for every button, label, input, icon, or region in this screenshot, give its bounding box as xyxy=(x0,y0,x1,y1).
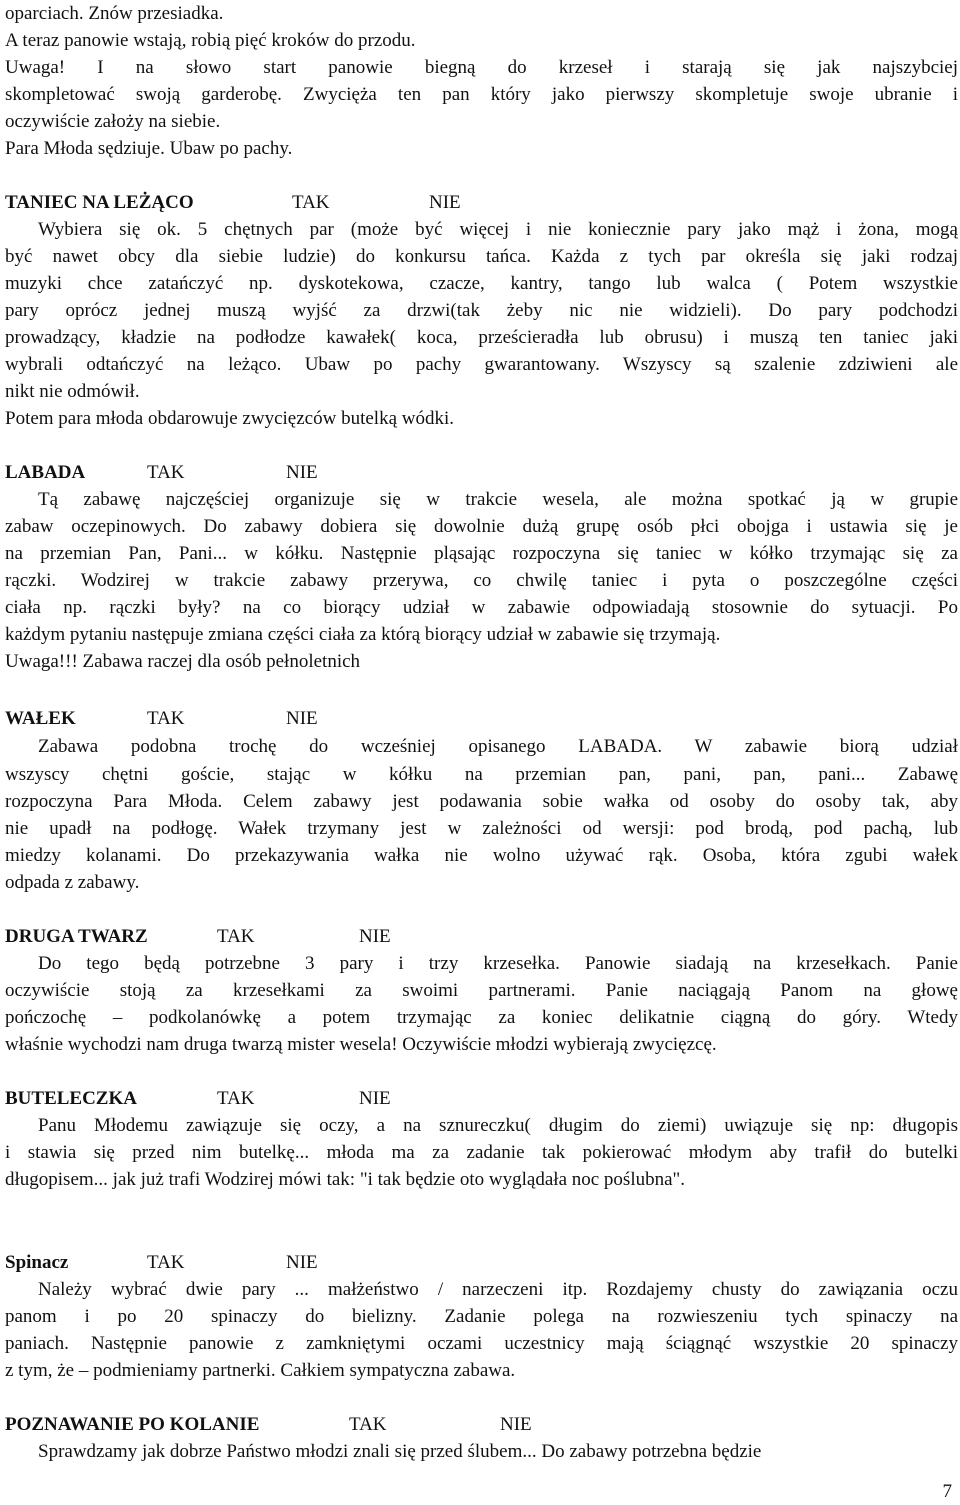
text-line: miedzy kolanami. Do przekazywania wałka nie wolno używać rąk. Osoba, która zgubi wałek xyxy=(5,845,958,866)
text-line: Zabawa podobna trochę do wcześniej opisanego LABADA. W zabawie biorą udział xyxy=(38,736,958,757)
text-line: długopisem... jak już trafi Wodzirej mówi tak: "i tak będzie oto wyglądała noc poślubna". xyxy=(5,1169,686,1190)
section-heading xyxy=(5,1411,605,1438)
text-line: rozpoczyna Para Młoda. Celem zabawy jest podawania sobie wałka od osoby do osoby tak, aby xyxy=(5,791,958,812)
text-line: muzyki chce zatańczyć np. dyskotekowa, czacze, kantry, tango lub walca ( Potem wszystkie xyxy=(5,273,958,294)
text-line: Do tego będą potrzebne 3 pary i trzy krzesełka. Panowie siadają na krzesełkach. Panie xyxy=(38,953,958,974)
text-line: A teraz panowie wstają, robią pięć kroków do przodu. xyxy=(5,30,416,51)
heading-tak: TAK xyxy=(147,462,185,483)
section-heading xyxy=(5,705,605,732)
heading-tak: TAK xyxy=(349,1414,387,1435)
text-line: wybrali odtańczyć na leżąco. Ubaw po pachy gwarantowany. Wszyscy są szalenie zdziwieni ale xyxy=(5,354,958,375)
text-line: odpada z zabawy. xyxy=(5,872,140,893)
heading-tak: TAK xyxy=(217,1088,255,1109)
text-line: Potem para młoda obdarowuje zwycięzców butelką wódki. xyxy=(5,408,454,429)
text-line: paniach. Następnie panowie z zamkniętymi oczami uczestnicy mają ściągnąć wszystkie 20 spinaczy xyxy=(5,1333,958,1354)
text-line: oczywiście założy na siebie. xyxy=(5,111,221,132)
text-line: z tym, że – podmieniamy partnerki. Całkiem sympatyczna zabawa. xyxy=(5,1360,516,1381)
heading-title: LABADA xyxy=(5,462,86,483)
text-line: wszyscy chętni goście, stając w kółku na przemian pan, pani, pan, pani... Zabawę xyxy=(5,764,958,785)
text-line: każdym pytaniu następuje zmiana części ciała za którą biorący udział w zabawie się trzymają. xyxy=(5,624,721,645)
heading-nie: NIE xyxy=(359,926,391,947)
heading-title: BUTELECZKA xyxy=(5,1088,137,1109)
text-line: Uwaga!!! Zabawa raczej dla osób pełnoletnich xyxy=(5,651,361,672)
text-line: oparciach. Znów przesiadka. xyxy=(5,3,224,24)
section-heading xyxy=(5,189,605,216)
heading-title: Spinacz xyxy=(5,1252,69,1273)
heading-nie: NIE xyxy=(429,192,461,213)
text-line: rączki. Wodzirej w trakcie zabawy przerywa, co chwilę taniec i pyta o poszczególne części xyxy=(5,570,958,591)
text-line: być nawet obcy dla siebie ludzie) do konkursu tańca. Każda z tych par określa się jaki rodzaj xyxy=(5,246,958,267)
heading-tak: TAK xyxy=(292,192,330,213)
section-heading xyxy=(5,923,605,950)
text-line: Tą zabawę najczęściej organizuje się w trakcie wesela, ale można spotkać ją w grupie xyxy=(38,489,958,510)
text-line: zabaw oczepinowych. Do zabawy dobiera się dowolnie dużą grupę osób płci obojga i ustawia się je xyxy=(5,516,958,537)
text-line: pary oprócz jednej muszą wyjść za drzwi(tak żeby nic nie widzieli). Do pary podchodzi xyxy=(5,300,958,321)
heading-title: TANIEC NA LEŻĄCO xyxy=(5,192,194,213)
text-line: Panu Młodemu zawiązuje się oczy, a na sznureczku( długim do ziemi) uwiązuje się np: długopis xyxy=(38,1115,958,1136)
heading-tak: TAK xyxy=(147,1252,185,1273)
text-line: skompletować swoją garderobę. Zwycięża ten pan który jako pierwszy skompletuje swoje ubranie i xyxy=(5,84,958,105)
text-line: pończochę – podkolanówkę a potem trzymając za koniec delikatnie ciągną do góry. Wtedy xyxy=(5,1007,958,1028)
text-line: Uwaga! I na słowo start panowie biegną do krzeseł i starają się jak najszybciej xyxy=(5,57,958,78)
text-line: Sprawdzamy jak dobrze Państwo młodzi znali się przed ślubem... Do zabawy potrzebna będzie xyxy=(38,1441,762,1462)
heading-title: POZNAWANIE PO KOLANIE xyxy=(5,1414,260,1435)
section-heading xyxy=(5,1249,605,1276)
section-heading xyxy=(5,459,605,486)
page-number: 7 xyxy=(942,1481,952,1502)
heading-nie: NIE xyxy=(500,1414,532,1435)
heading-title: WAŁEK xyxy=(5,708,76,729)
heading-nie: NIE xyxy=(286,1252,318,1273)
heading-nie: NIE xyxy=(286,462,318,483)
text-line: i stawia się przed nim butelkę... młoda ma za zadanie tak pokierować młodym aby trafił do butelki xyxy=(5,1142,958,1163)
section-heading xyxy=(5,1085,605,1112)
heading-tak: TAK xyxy=(147,708,185,729)
text-line: oczywiście stoją za krzesełkami za swoimi partnerami. Panie naciągają Panom na głowę xyxy=(5,980,958,1001)
heading-nie: NIE xyxy=(359,1088,391,1109)
text-line: ciała np. rączki były? na co biorący udział w zabawie odpowiadają stosownie do sytuacji. Po xyxy=(5,597,958,618)
text-line: prowadzący, kładzie na podłodze kawałek( koca, prześcieradła lub obrusu) i muszą ten taniec jaki xyxy=(5,327,958,348)
heading-nie: NIE xyxy=(286,708,318,729)
text-line: Para Młoda sędziuje. Ubaw po pachy. xyxy=(5,138,293,159)
text-line: Należy wybrać dwie pary ... małżeństwo / narzeczeni itp. Rozdajemy chusty do zawiązania oczu xyxy=(38,1279,958,1300)
text-line: nie upadł na podłogę. Wałek trzymany jest w zależności od wersji: pod brodą, pod pachą, lub xyxy=(5,818,958,839)
heading-tak: TAK xyxy=(217,926,255,947)
heading-title: DRUGA TWARZ xyxy=(5,926,148,947)
text-line: na przemian Pan, Pani... w kółku. Następnie pląsając rozpoczyna się taniec w kółko trzymając się za xyxy=(5,543,958,564)
text-line: Wybiera się ok. 5 chętnych par (może być więcej i nie koniecznie pary jako mąż i żona, mogą xyxy=(38,219,958,240)
text-line: panom i po 20 spinaczy do bielizny. Zadanie polega na rozwieszeniu tych spinaczy na xyxy=(5,1306,958,1327)
text-line: właśnie wychodzi nam druga twarzą mister wesela! Oczywiście młodzi wybierają zwycięzcę. xyxy=(5,1034,717,1055)
text-line: nikt nie odmówił. xyxy=(5,381,140,402)
